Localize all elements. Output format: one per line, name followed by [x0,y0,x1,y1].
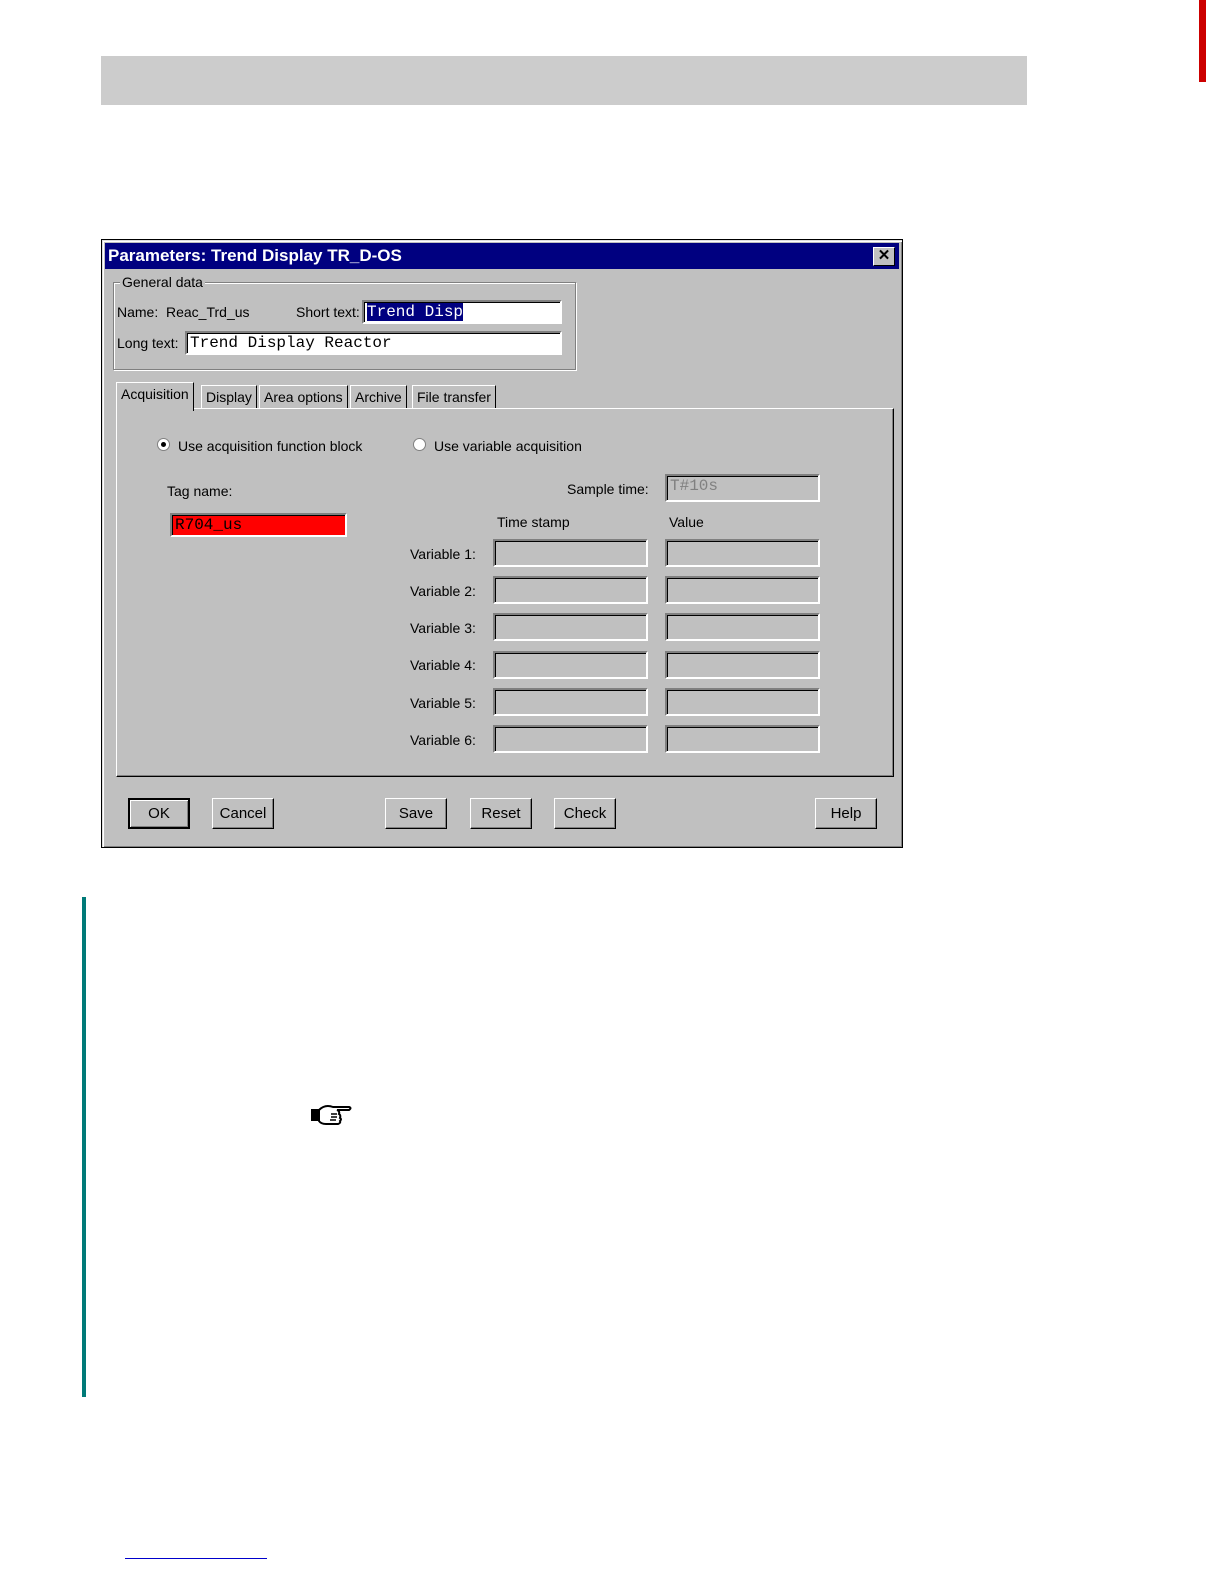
dialog-title-bar [105,243,899,269]
general-data-group [113,282,576,370]
general-data-label: General data [122,274,203,290]
parameters-dialog [101,239,903,848]
dialog-title: Parameters: Trend Display TR_D-OS [108,246,402,265]
variable-3-label: Variable 3: [410,620,476,636]
sample-time-input[interactable]: T#10s [665,474,820,502]
name-value: Reac_Trd_us [166,304,250,320]
variable-3-value[interactable] [665,613,820,641]
short-text-label: Short text: [296,304,360,320]
variable-6-value[interactable] [665,725,820,753]
variable-4-time-stamp[interactable] [493,651,648,679]
tag-name-label: Tag name: [167,483,233,499]
tag-name-input[interactable]: R704_us [170,513,347,537]
variable-6-label: Variable 6: [410,732,476,748]
tab-area-options[interactable]: Area options [259,385,348,409]
check-button[interactable]: Check [554,798,616,829]
radio-function-block[interactable] [157,438,170,451]
page-top-marker [1199,0,1206,82]
variable-5-label: Variable 5: [410,695,476,711]
tab-display[interactable]: Display [201,385,257,409]
pointing-hand-icon [309,1101,353,1125]
save-button[interactable]: Save [385,798,447,829]
short-text-input[interactable] [362,300,562,324]
variable-6-time-stamp[interactable] [493,725,648,753]
variable-3-time-stamp[interactable] [493,613,648,641]
variable-1-label: Variable 1: [410,546,476,562]
variable-1-value[interactable] [665,539,820,567]
variable-2-label: Variable 2: [410,583,476,599]
long-text-label: Long text: [117,335,179,351]
footer-rule [125,1558,267,1559]
radio-variable-acquisition[interactable] [413,438,426,451]
col-value: Value [669,514,704,530]
short-text-value: Trend Disp [367,303,464,321]
variable-1-time-stamp[interactable] [493,539,648,567]
name-label: Name: [117,304,159,320]
variable-4-value[interactable] [665,651,820,679]
cancel-button[interactable]: Cancel [212,798,274,829]
reset-button[interactable]: Reset [470,798,532,829]
variable-2-time-stamp[interactable] [493,576,648,604]
radio-function-block-label[interactable]: Use acquisition function block [178,438,363,454]
variable-5-time-stamp[interactable] [493,688,648,716]
tab-file-transfer[interactable]: File transfer [412,385,496,409]
tab-acquisition[interactable]: Acquisition [116,382,194,411]
sample-time-label: Sample time: [567,481,649,497]
variable-2-value[interactable] [665,576,820,604]
tab-archive[interactable]: Archive [350,385,407,409]
ok-button[interactable]: OK [128,798,190,829]
variable-5-value[interactable] [665,688,820,716]
long-text-input[interactable]: Trend Display Reactor [185,331,562,355]
margin-rule [82,897,86,1397]
page-header-band [101,56,1027,105]
variable-4-label: Variable 4: [410,657,476,673]
radio-variable-acquisition-label[interactable]: Use variable acquisition [434,438,582,454]
help-button[interactable]: Help [815,798,877,829]
col-time-stamp: Time stamp [497,514,570,530]
close-icon[interactable]: ✕ [873,247,895,266]
